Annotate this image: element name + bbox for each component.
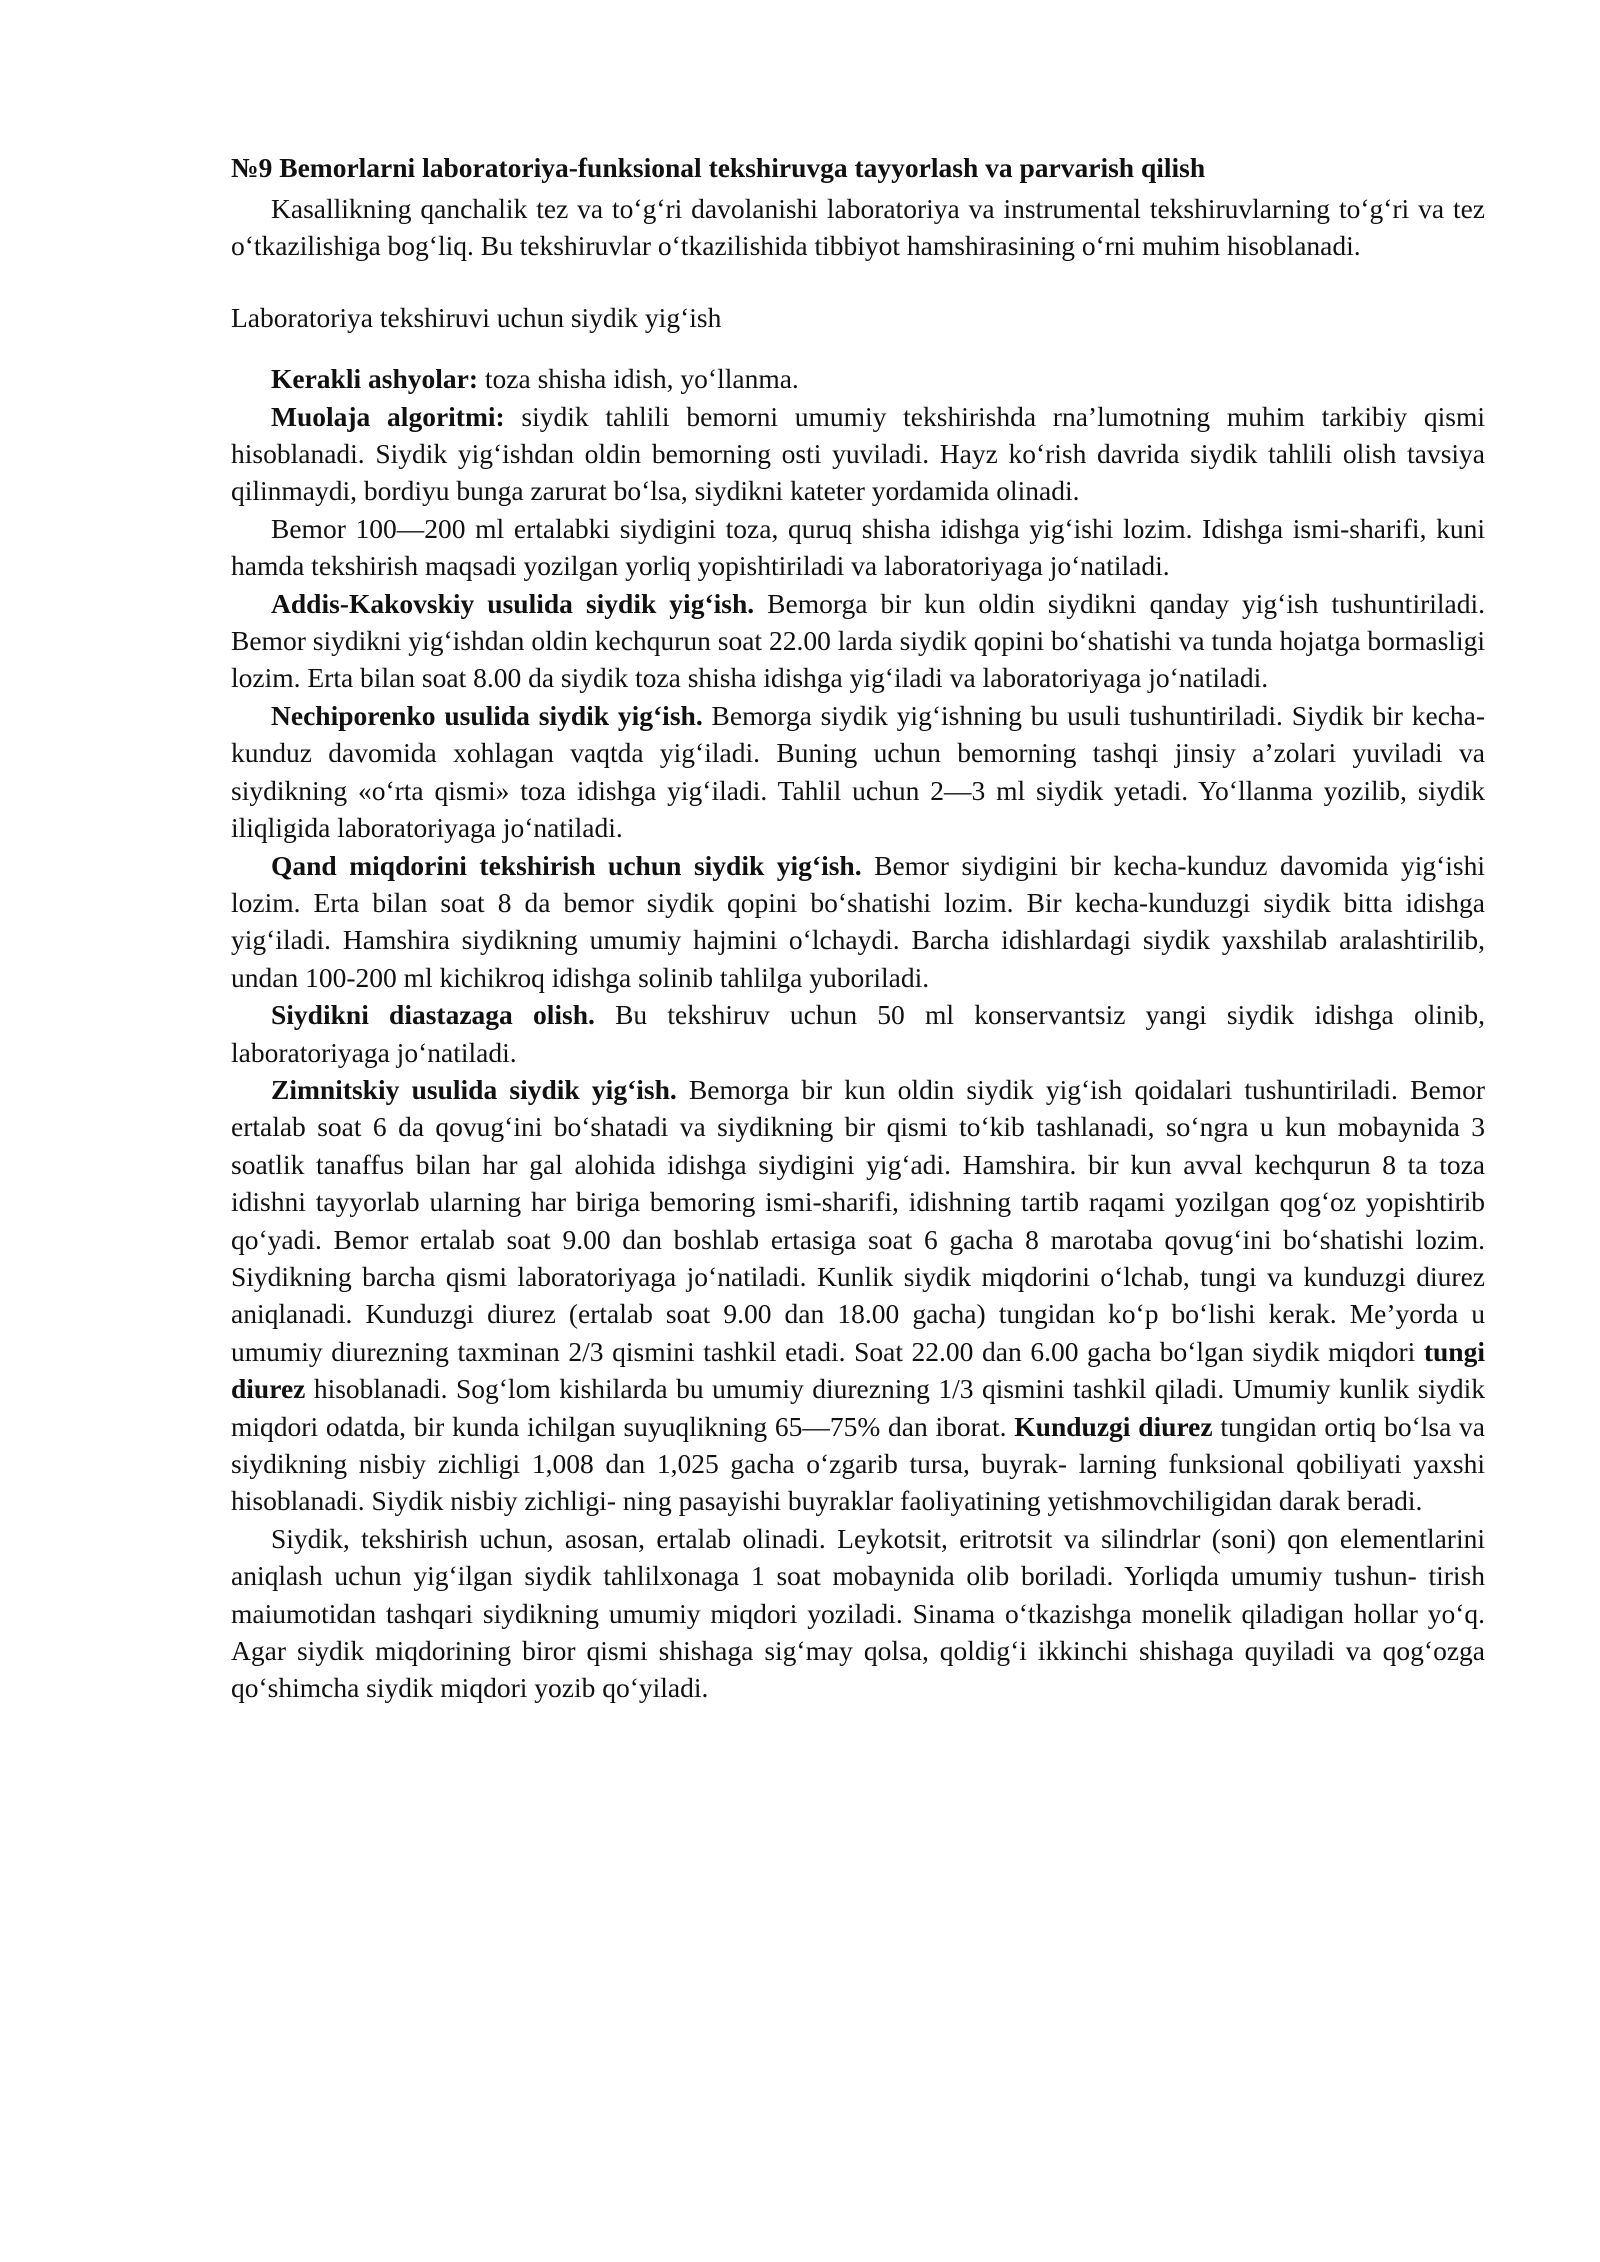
materials-label: Kerakli ashyolar: — [271, 363, 479, 395]
algorithm-label: Muolaja algoritmi: — [271, 400, 505, 432]
materials-text: toza shisha idish, yo‘llanma. — [478, 363, 799, 395]
zimnitskiy-text-2: hisoblanadi. Sog‘lom kishilarda bu umumiy diurezning 1/3 qismini tashkil qiladi. Umumiy kunlik siydik miqdori odatda, bir kunda ichilgan suyuqlikning 65—75% dan iborat. — [231, 1373, 1485, 1442]
document-body — [231, 150, 1485, 1707]
zimnitskiy-text-3: tungidan ortiq bo‘lsa va siydikning nisbiy zichligi 1,008 dan 1,025 gacha o‘zgarib tursa, buyrak- larning funksional qobiliyati yaxshi hisoblanadi. Siydik nisbiy zichligi- ning pasayishi buyraklar faoliyatining yetishmovchiligidan darak beradi. — [231, 1410, 1485, 1517]
addis-label: Addis-Kakovskiy usulida siydik yig‘ish. — [271, 587, 755, 619]
intro-paragraph: Kasallikning qanchalik tez va to‘g‘ri davolanishi laboratoriya va instrumental tekshiruvlarning to‘g‘ri va tez o‘tkazilishiga bog‘liq. Bu tekshiruvlar o‘tkazilishida tibbiyot hamshirasining o‘rni muhim hisoblanadi. — [231, 193, 1485, 262]
sugar-text: Bemor siydigini bir kecha-kunduz davomida yig‘ishi lozim. Erta bilan soat 8 da bemor siydik qopini bo‘shatishi lozim. Bir kecha-kunduzgi siydik bitta idishga yig‘iladi. Hamshira siydikning umumiy hajmini o‘lchaydi. Barcha idishlardagi siydik yaxshilab aralashtirilib, undan 100-200 ml kichikroq idishga solinib tahlilga yuboriladi. — [231, 849, 1485, 993]
algorithm-text: siydik tahlili bemorni umumiy tekshirishda rna’lumotning muhim tarkibiy qismi hisoblanadi. Siydik yig‘ishdan oldin bemorning osti yuviladi. Hayz ko‘rish davrida siydik tahlili olish tavsiya qilinmaydi, bordiyu bunga zarurat bo‘lsa, siydikni kateter yordamida olinadi. — [231, 400, 1485, 507]
diastase-label: Siydikni diastazaga olish. — [271, 999, 595, 1031]
nechiporenko-paragraph — [231, 697, 1485, 847]
sugar-label: Qand miqdorini tekshirish uchun siydik yig‘ish. — [271, 849, 862, 881]
section-heading: Laboratoriya tekshiruvi uchun siydik yig‘ish — [231, 301, 722, 333]
day-diuresis-term: Kunduzgi diurez — [1014, 1410, 1213, 1442]
addis-paragraph — [231, 585, 1485, 697]
nechiporenko-label: Nechiporenko usulida siydik yig‘ish. — [271, 699, 703, 731]
materials-paragraph — [231, 360, 1485, 397]
zimnitskiy-paragraph — [231, 1071, 1485, 1520]
zimnitskiy-text-1: Bemorga bir kun oldin siydik yig‘ish qoidalari tushuntiriladi. Bemor ertalab soat 6 da qovug‘ini bo‘shatadi va siydikning bir qismi to‘kib tashlanadi, so‘ngra u kun mobaynida 3 soatlik tanaffus bilan har gal alohida idishga siydigini yig‘adi. Hamshira. bir kun avval kechqurun 8 ta toza idishni tayyorlab ularning har biriga bemoring ismi-sharifi, idishning tartib raqami yozilgan qog‘oz yopishtirib qo‘yadi. Bemor ertalab soat 9.00 dan boshlab ertasiga soat 6 gacha 8 marotaba qovug‘ini bo‘shatishi lozim. Siydikning barcha qismi laboratoriyaga jo‘natiladi. Kunlik siydik miqdorini o‘lchab, tungi va kunduzgi diurez aniqlanadi. Kunduzgi diurez (ertalab soat 9.00 dan 18.00 gacha) tungidan ko‘p bo‘lishi kerak. Me’yorda u umumiy diurezning taxminan 2/3 qismini tashkil etadi. Soat 22.00 dan 6.00 gacha bo‘lgan siydik miqdori — [231, 1073, 1485, 1367]
zimnitskiy-label: Zimnitskiy usulida siydik yig‘ish. — [271, 1073, 677, 1105]
diastase-paragraph — [231, 996, 1485, 1071]
sugar-paragraph — [231, 847, 1485, 997]
diastase-text: Bu tekshiruv uchun 50 ml konservantsiz yangi siydik idishga olinib, laboratoriyaga jo‘natiladi. — [231, 999, 1486, 1068]
nechiporenko-text: Bemorga siydik yig‘ishning bu usuli tushuntiriladi. Siydik bir kecha-kunduz davomida xohlagan vaqtda yig‘iladi. Buning uchun bemorning tashqi jinsiy a’zolari yuviladi va siydikning «o‘rta qismi» toza idishga yig‘iladi. Tahlil uchun 2—3 ml siydik yetadi. Yo‘llanma yozilib, siydik iliqligida laboratoriyaga jo‘natiladi. — [231, 699, 1486, 844]
addis-text: Bemorga bir kun oldin siydikni qanday yig‘ish tushuntiriladi. Bemor siydikni yig‘ishdan oldin kechqurun soat 22.00 larda siydik qopini bo‘shatishi va tunda hojatga bormasligi lozim. Erta bilan soat 8.00 da siydik toza shisha idishga yig‘iladi va laboratoriyaga jo‘natiladi. — [231, 587, 1486, 694]
document-title: №9 Bemorlarni laboratoriya-funksional tekshiruvga tayyorlash va parvarish qilish — [231, 152, 1206, 183]
closing-paragraph: Siydik, tekshirish uchun, asosan, ertalab olinadi. Leykotsit, eritrotsit va silindrlar (soni) qon elementlarini aniqlash uchun yig‘ilgan siydik tahlilxonaga 1 soat mobaynida olib boriladi. Yorliqda umumiy tushun- tirish maiumotidan tashqari siydikning umumiy miqdori yoziladi. Sinama o‘tkazishga monelik qiladigan hollar yo‘q. Agar siydik miqdorining biror qismi shishaga sig‘may qolsa, qoldig‘i ikkinchi shishaga quyiladi va qog‘ozga qo‘shimcha siydik miqdori yozib qo‘yiladi. — [231, 1522, 1485, 1704]
algorithm-paragraph — [231, 398, 1485, 510]
night-diuresis-term: tungi diurez — [231, 1335, 1485, 1405]
morning-sample-paragraph: Bemor 100—200 ml ertalabki siydigini toza, quruq shisha idishga yig‘ishi lozim. Idishga ismi-sharifi, kuni hamda tekshirish maqsadi yozilgan yorliq yopishtiriladi va laboratoriyaga jo‘natiladi. — [231, 512, 1485, 582]
